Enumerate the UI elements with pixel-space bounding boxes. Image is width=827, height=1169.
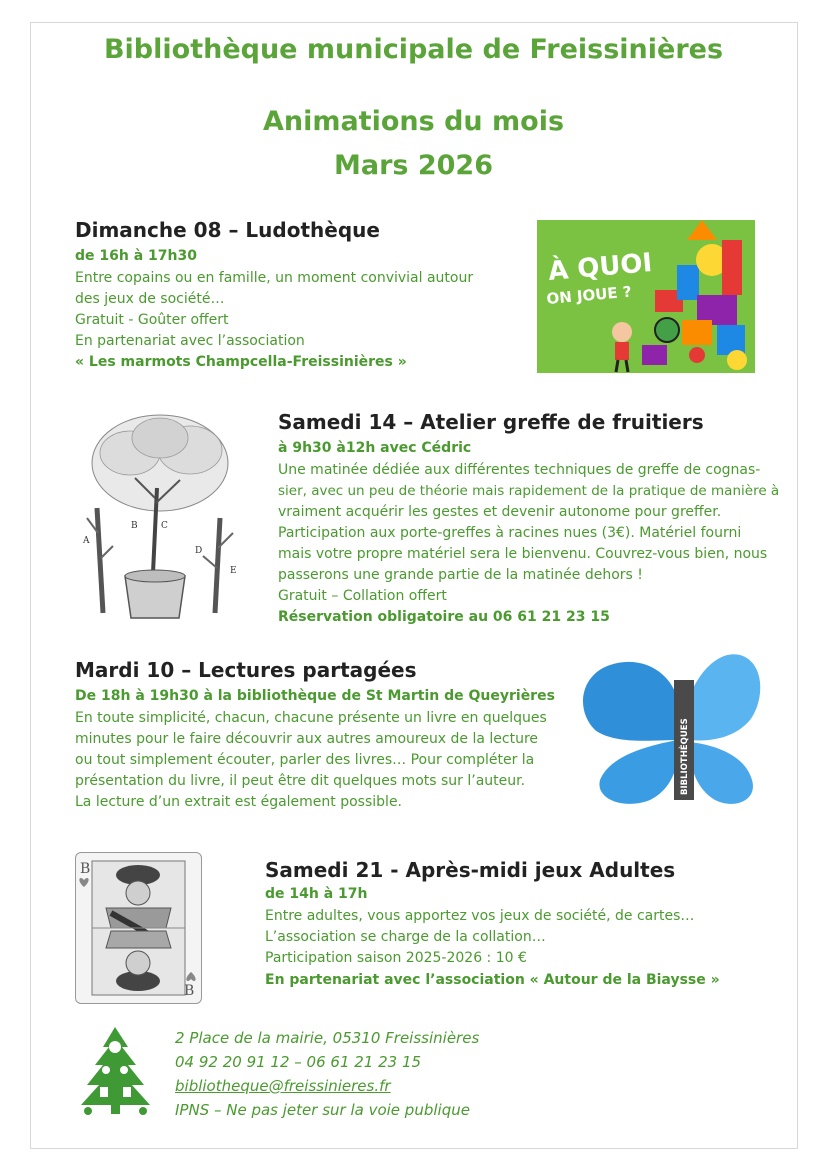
- subtitle: Animations du mois: [262, 106, 565, 137]
- event-1-line: Gratuit - Goûter offert: [75, 312, 229, 328]
- event-2-line: Une matinée dédiée aux différentes techniques de greffe de cognas-: [278, 462, 761, 478]
- event-4-line: L’association se charge de la collation…: [265, 929, 546, 945]
- image-caption-line1: À QUOI: [546, 248, 654, 287]
- event-3-line: minutes pour le faire découvrir aux autres amoureux de la lecture: [75, 731, 539, 747]
- event-2-line: vraiment acquérir les gestes et devenir autonome pour greffer.: [278, 504, 722, 520]
- heart-icon: [186, 972, 195, 981]
- footer-phones: 04 92 20 91 12 – 06 61 21 23 15: [175, 1053, 422, 1071]
- event-4-line: Participation saison 2025-2026 : 10 €: [265, 950, 527, 966]
- month-title: Mars 2026: [333, 150, 494, 181]
- event-2-line: mais votre propre matériel sera le bienvenu. Couvrez-vous bien, nous: [278, 546, 768, 562]
- event-2-line: Réservation obligatoire au 06 61 21 23 15: [278, 609, 610, 625]
- event-4-line: Entre adultes, vous apportez vos jeux de société, de cartes…: [265, 908, 695, 924]
- event-1-line: « Les marmots Champcella-Freissinières »: [75, 354, 407, 370]
- event-2-line: Gratuit – Collation offert: [278, 588, 447, 604]
- image-caption-line2: ON JOUE ?: [545, 282, 633, 308]
- tree-label-d: D: [195, 546, 203, 556]
- tree-label-e: E: [230, 566, 237, 576]
- footer-notice: IPNS – Ne pas jeter sur la voie publique: [175, 1101, 470, 1119]
- butterfly-label: BIBLIOTHÈQUES: [680, 718, 690, 795]
- tree-logo-icon: [78, 1025, 153, 1115]
- bibliotheques-butterfly-image: [570, 650, 770, 810]
- library-title: Bibliothèque municipale de Freissinières: [103, 34, 724, 65]
- event-2-title: Samedi 14 – Atelier greffe de fruitiers: [278, 410, 704, 434]
- event-3-title: Mardi 10 – Lectures partagées: [75, 658, 417, 682]
- tree-label-a: A: [83, 536, 90, 546]
- event-3-time: De 18h à 19h30 à la bibliothèque de St Martin de Queyrières: [75, 688, 555, 704]
- playing-card-image: [75, 852, 202, 1004]
- event-3-line: La lecture d’un extrait est également possible.: [75, 794, 403, 810]
- event-2-line: Participation aux porte-greffes à racines nues (3€). Matériel fourni: [278, 525, 742, 541]
- event-4-time: de 14h à 17h: [265, 886, 368, 902]
- event-2-line: sier, avec un peu de théorie mais rapidement de la pratique de manière à: [278, 483, 780, 499]
- toys-illustration: [537, 220, 755, 373]
- event-2-time: à 9h30 à12h avec Cédric: [278, 440, 472, 456]
- event-1-title: Dimanche 08 – Ludothèque: [75, 218, 380, 242]
- event-1-line: des jeux de société…: [75, 291, 225, 307]
- heart-icon: [79, 878, 88, 887]
- tree-label-c: C: [161, 521, 168, 531]
- library-logo: [78, 1025, 153, 1115]
- tree-label-b: B: [131, 521, 138, 531]
- footer-address: 2 Place de la mairie, 05310 Freissinières: [175, 1029, 480, 1047]
- card-letter-top: B: [80, 861, 91, 877]
- tree-drawing: [75, 408, 250, 623]
- footer-email-link[interactable]: bibliotheque@freissinieres.fr: [175, 1077, 391, 1095]
- event-3-line: présentation du livre, il peut être dit quelques mots sur l’auteur.: [75, 773, 526, 789]
- event-1-line: Entre copains ou en famille, un moment convivial autour: [75, 270, 474, 286]
- ludotheque-image: [537, 220, 755, 373]
- grafting-tree-image: [75, 408, 250, 623]
- jack-of-hearts-drawing: [76, 853, 201, 1003]
- event-4-line: En partenariat avec l’association « Autour de la Biaysse »: [265, 972, 720, 988]
- event-1-line: En partenariat avec l’association: [75, 333, 305, 349]
- card-letter-bottom: B: [184, 983, 195, 999]
- event-2-line: passerons une grande partie de la matinée dehors !: [278, 567, 643, 583]
- event-3-line: ou tout simplement écouter, parler des livres… Pour compléter la: [75, 752, 535, 768]
- event-4-title: Samedi 21 - Après-midi jeux Adultes: [265, 858, 676, 882]
- event-3-line: En toute simplicité, chacun, chacune présente un livre en quelques: [75, 710, 547, 726]
- event-1-time: de 16h à 17h30: [75, 248, 197, 264]
- butterfly-logo: [570, 650, 770, 810]
